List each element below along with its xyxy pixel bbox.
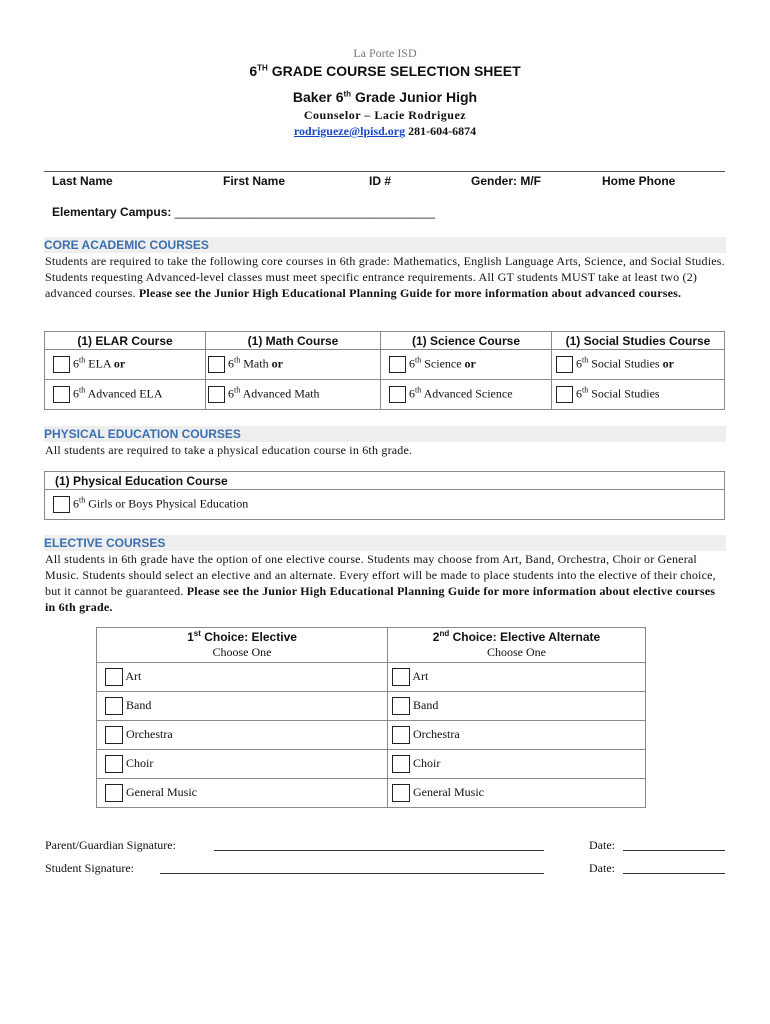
option-social-studies-2[interactable]: 6th Social Studies	[552, 380, 725, 410]
pe-table	[44, 471, 725, 520]
counselor-name: Counselor – Lacie Rodriguez	[303, 108, 467, 122]
advanced-ela-checkbox[interactable]	[53, 386, 70, 403]
option-advanced-math[interactable]: 6th Advanced Math	[206, 380, 381, 410]
counselor-email-link[interactable]: rodrigueze@lpisd.org	[293, 124, 406, 138]
second-choice-choir[interactable]: Choir	[388, 750, 646, 779]
student-date-label: Date:	[589, 861, 615, 875]
first-band-checkbox[interactable]	[105, 697, 123, 715]
math-header: (1) Math Course	[206, 332, 381, 350]
option-pe[interactable]: 6th Girls or Boys Physical Education	[45, 490, 725, 520]
elementary-campus-field[interactable]: Elementary Campus: _______________________________________	[52, 205, 435, 219]
pe-header: (1) Physical Education Course	[45, 472, 725, 490]
home-phone-label: Home Phone	[602, 174, 676, 188]
second-choir-checkbox[interactable]	[392, 755, 410, 773]
counselor-phone: 281-604-6874	[408, 124, 477, 138]
student-signature-label: Student Signature:	[45, 861, 134, 875]
option-advanced-science[interactable]: 6th Advanced Science	[381, 380, 552, 410]
science-header: (1) Science Course	[381, 332, 552, 350]
last-name-label: Last Name	[52, 174, 113, 188]
core-description: Students are required to take the following core courses in 6th grade: Mathematics, English Language Arts, Science, and Social Studies. Students requesting Advanced-level classes must meet specific entrance requirements. All GT students MUST take at least two (2) advanced courses. Please see the Junior High Educational Planning Guide for more information about advanced courses.	[45, 254, 725, 300]
pe-heading: PHYSICAL EDUCATION COURSES	[44, 426, 726, 442]
parent-date-label: Date:	[589, 838, 615, 852]
first-art-checkbox[interactable]	[105, 668, 123, 686]
social-studies-checkbox[interactable]	[556, 356, 573, 373]
parent-signature-label: Parent/Guardian Signature:	[45, 838, 176, 852]
second-band-checkbox[interactable]	[392, 697, 410, 715]
district-name: La Porte ISD	[353, 46, 417, 60]
second-orchestra-checkbox[interactable]	[392, 726, 410, 744]
second-general-music-checkbox[interactable]	[392, 784, 410, 802]
first-choice-band[interactable]: Band	[97, 692, 388, 721]
elective-description: All students in 6th grade have the option of one elective course. Students may choose from Art, Band, Orchestra, Choir or General Music. Students should select an elective and an alternate. Every effort will be made to place students into the elective of their choice, but it cannot be guaranteed. Please see the Junior High Educational Planning Guide for more information about elective courses in 6th grade.	[45, 552, 716, 614]
option-social-studies[interactable]: 6th Social Studies or	[552, 350, 725, 380]
advanced-science-checkbox[interactable]	[389, 386, 406, 403]
pe-description: All students are required to take a physical education course in 6th grade.	[45, 443, 413, 457]
id-label: ID #	[369, 174, 392, 188]
first-choice-orchestra[interactable]: Orchestra	[97, 721, 388, 750]
divider	[44, 171, 725, 172]
option-math[interactable]: 6th Math or	[206, 350, 381, 380]
pe-checkbox[interactable]	[53, 496, 70, 513]
second-choice-header: 2nd Choice: Elective Alternate Choose One	[388, 628, 646, 663]
first-general-music-checkbox[interactable]	[105, 784, 123, 802]
first-choice-art[interactable]: Art	[97, 663, 388, 692]
core-courses-table	[44, 331, 725, 410]
first-choice-general-music[interactable]: General Music	[97, 779, 388, 808]
first-orchestra-checkbox[interactable]	[105, 726, 123, 744]
option-ela[interactable]: 6th ELA or	[45, 350, 206, 380]
first-choice-choir[interactable]: Choir	[97, 750, 388, 779]
first-choice-header: 1st Choice: Elective Choose One	[97, 628, 388, 663]
second-art-checkbox[interactable]	[392, 668, 410, 686]
contact-line	[0, 124, 770, 139]
school-name: Baker 6th Grade Junior High	[292, 89, 478, 105]
science-checkbox[interactable]	[389, 356, 406, 373]
parent-signature-line[interactable]	[214, 850, 544, 851]
elective-heading: ELECTIVE COURSES	[44, 535, 726, 551]
option-advanced-ela[interactable]: 6th Advanced ELA	[45, 380, 206, 410]
second-choice-art[interactable]: Art	[388, 663, 646, 692]
social-studies-2-checkbox[interactable]	[556, 386, 573, 403]
student-signature-line[interactable]	[160, 873, 544, 874]
elective-table	[96, 627, 646, 808]
ela-checkbox[interactable]	[53, 356, 70, 373]
elar-header: (1) ELAR Course	[45, 332, 206, 350]
second-choice-orchestra[interactable]: Orchestra	[388, 721, 646, 750]
first-choir-checkbox[interactable]	[105, 755, 123, 773]
advanced-math-checkbox[interactable]	[208, 386, 225, 403]
option-science[interactable]: 6th Science or	[381, 350, 552, 380]
parent-date-line[interactable]	[623, 850, 725, 851]
page-title: 6TH GRADE COURSE SELECTION SHEET	[249, 63, 521, 79]
second-choice-band[interactable]: Band	[388, 692, 646, 721]
gender-label: Gender: M/F	[471, 174, 542, 188]
second-choice-general-music[interactable]: General Music	[388, 779, 646, 808]
social-studies-header: (1) Social Studies Course	[552, 332, 725, 350]
core-heading: CORE ACADEMIC COURSES	[44, 237, 726, 253]
first-name-label: First Name	[223, 174, 286, 188]
student-date-line[interactable]	[623, 873, 725, 874]
math-checkbox[interactable]	[208, 356, 225, 373]
